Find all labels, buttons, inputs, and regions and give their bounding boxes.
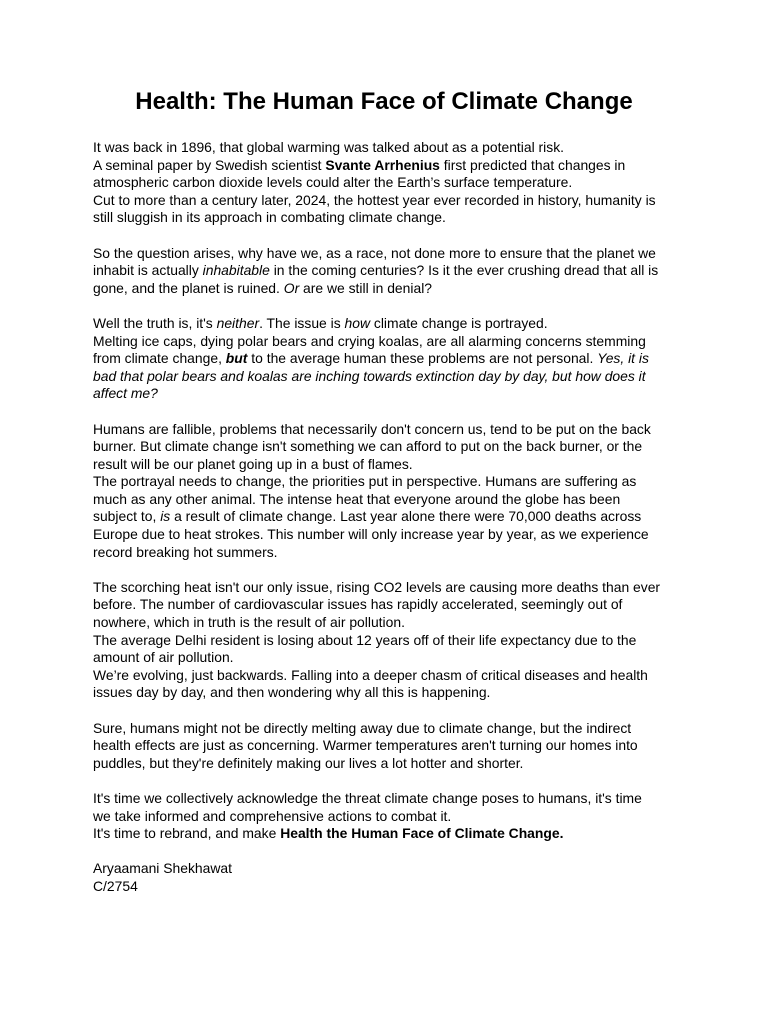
- p4-line-7: Europe due to heat strokes. This number will only increase year by year, as we experience: [93, 526, 649, 543]
- p6-line-3: puddles, but they're definitely making our lives a lot hotter and shorter.: [93, 754, 524, 771]
- p3-line-3-text-c: to the average human these problems are not personal.: [247, 350, 598, 367]
- p1-line-3: atmospheric carbon dioxide levels could alter the Earth’s surface temperature.: [93, 174, 573, 191]
- p4-line-8: record breaking hot summers.: [93, 543, 278, 560]
- p2-emphasis-or: Or: [283, 279, 300, 296]
- p3-line-5: affect me?: [93, 385, 158, 402]
- p4-line-2: burner. But climate change isn't something we can afford to put on the back burner, or the: [93, 438, 643, 455]
- p4-line-3: result will be our planet going up in a bust of flames.: [93, 455, 413, 472]
- p2-line-3-text-c: are we still in denial?: [299, 279, 433, 296]
- p5-line-5: amount of air pollution.: [93, 649, 234, 666]
- p7-line-2: we take informed and comprehensive actions to combat it.: [93, 807, 452, 824]
- p4-line-1: Humans are fallible, problems that necessarily don't concern us, tend to be put on the back: [93, 420, 651, 437]
- p2-line-2-text-a: inhabit is actually: [93, 262, 203, 279]
- paragraph-gap: [93, 297, 683, 315]
- paragraph-gap: [93, 403, 683, 421]
- author-name: Aryaamani Shekhawat: [93, 860, 232, 877]
- p7-closing-emphasis: Health the Human Face of Climate Change.: [280, 825, 564, 842]
- p2-line-3: [93, 280, 683, 298]
- paragraph-gap: [93, 561, 683, 579]
- p3-line-4: bad that polar bears and koalas are inching towards extinction day by day, but how does it: [93, 367, 646, 384]
- paragraph-gap: [93, 772, 683, 790]
- p3-line-1-text-a: Well the truth is, it's: [93, 314, 217, 331]
- p4-line-5: much as any other animal. The intense heat that everyone around the globe has been: [93, 490, 621, 507]
- p5-line-6: We’re evolving, just backwards. Falling into a deeper chasm of critical diseases and health: [93, 666, 648, 683]
- p1-line-2-text-a: A seminal paper by Swedish scientist: [93, 156, 326, 173]
- p2-line-2: [93, 262, 683, 280]
- p3-line-1-text-c: . The issue is: [259, 314, 345, 331]
- p3-emphasis-neither: neither: [216, 314, 260, 331]
- p2-line-1: So the question arises, why have we, as a race, not done more to ensure that the planet we: [93, 244, 656, 261]
- document-body: [93, 139, 683, 896]
- p7-line-3: [93, 825, 683, 843]
- scientist-name: Svante Arrhenius: [325, 156, 440, 173]
- p4-line-6: [93, 508, 683, 526]
- p5-line-4: The average Delhi resident is losing about 12 years off of their life expectancy due to the: [93, 631, 637, 648]
- p4-line-4: The portrayal needs to change, the priorities put in perspective. Humans are suffering as: [93, 473, 637, 490]
- p1-line-2: [93, 157, 683, 175]
- p3-line-3-text-a: from climate change,: [93, 350, 226, 367]
- p7-line-1: It's time we collectively acknowledge the threat climate change poses to humans, it's time: [93, 789, 642, 806]
- paragraph-gap: [93, 843, 683, 861]
- p6-line-1: Sure, humans might not be directly melting away due to climate change, but the indirect: [93, 719, 632, 736]
- p7-line-3-text-a: It's time to rebrand, and make: [93, 825, 281, 842]
- p4-emphasis-is: is: [160, 508, 171, 525]
- p1-line-2-text-c: first predicted that changes in: [439, 156, 626, 173]
- p3-line-2: Melting ice caps, dying polar bears and crying koalas, are all alarming concerns stemming: [93, 332, 646, 349]
- p4-line-6-text-a: subject to,: [93, 508, 161, 525]
- p4-line-6-text-c: a result of climate change. Last year alone there were 70,000 deaths across: [170, 508, 642, 525]
- author-id: C/2754: [93, 877, 138, 894]
- p5-line-2: before. The number of cardiovascular issues has rapidly accelerated, seemingly out of: [93, 596, 623, 613]
- p5-line-3: nowhere, which in truth is the result of air pollution.: [93, 614, 405, 631]
- p1-line-5: still sluggish in its approach in combating climate change.: [93, 209, 446, 226]
- p2-line-2-text-c: in the coming centuries? Is it the ever crushing dread that all is: [269, 262, 659, 279]
- p3-line-1-text-e: climate change is portrayed.: [370, 314, 548, 331]
- p3-line-3: [93, 350, 683, 368]
- p3-italic-quote-start: Yes, it is: [597, 350, 649, 367]
- p2-emphasis-inhabitable: inhabitable: [202, 262, 270, 279]
- p6-line-2: health effects are just as concerning. Warmer temperatures aren't turning our homes into: [93, 737, 638, 754]
- p3-line-1: [93, 315, 683, 333]
- document-title: Health: The Human Face of Climate Change: [135, 88, 633, 115]
- paragraph-gap: [93, 702, 683, 720]
- p5-line-1: The scorching heat isn't our only issue, rising CO2 levels are causing more deaths than ever: [93, 578, 661, 595]
- p2-line-3-text-a: gone, and the planet is ruined.: [93, 279, 284, 296]
- p5-line-7: issues day by day, and then wondering why all this is happening.: [93, 684, 491, 701]
- p1-line-4: Cut to more than a century later, 2024, the hottest year ever recorded in history, humanity is: [93, 191, 656, 208]
- p1-line-1: It was back in 1896, that global warming was talked about as a potential risk.: [93, 139, 564, 155]
- paragraph-gap: [93, 227, 683, 245]
- p3-emphasis-but: but: [225, 350, 248, 367]
- p3-emphasis-how: how: [344, 314, 371, 331]
